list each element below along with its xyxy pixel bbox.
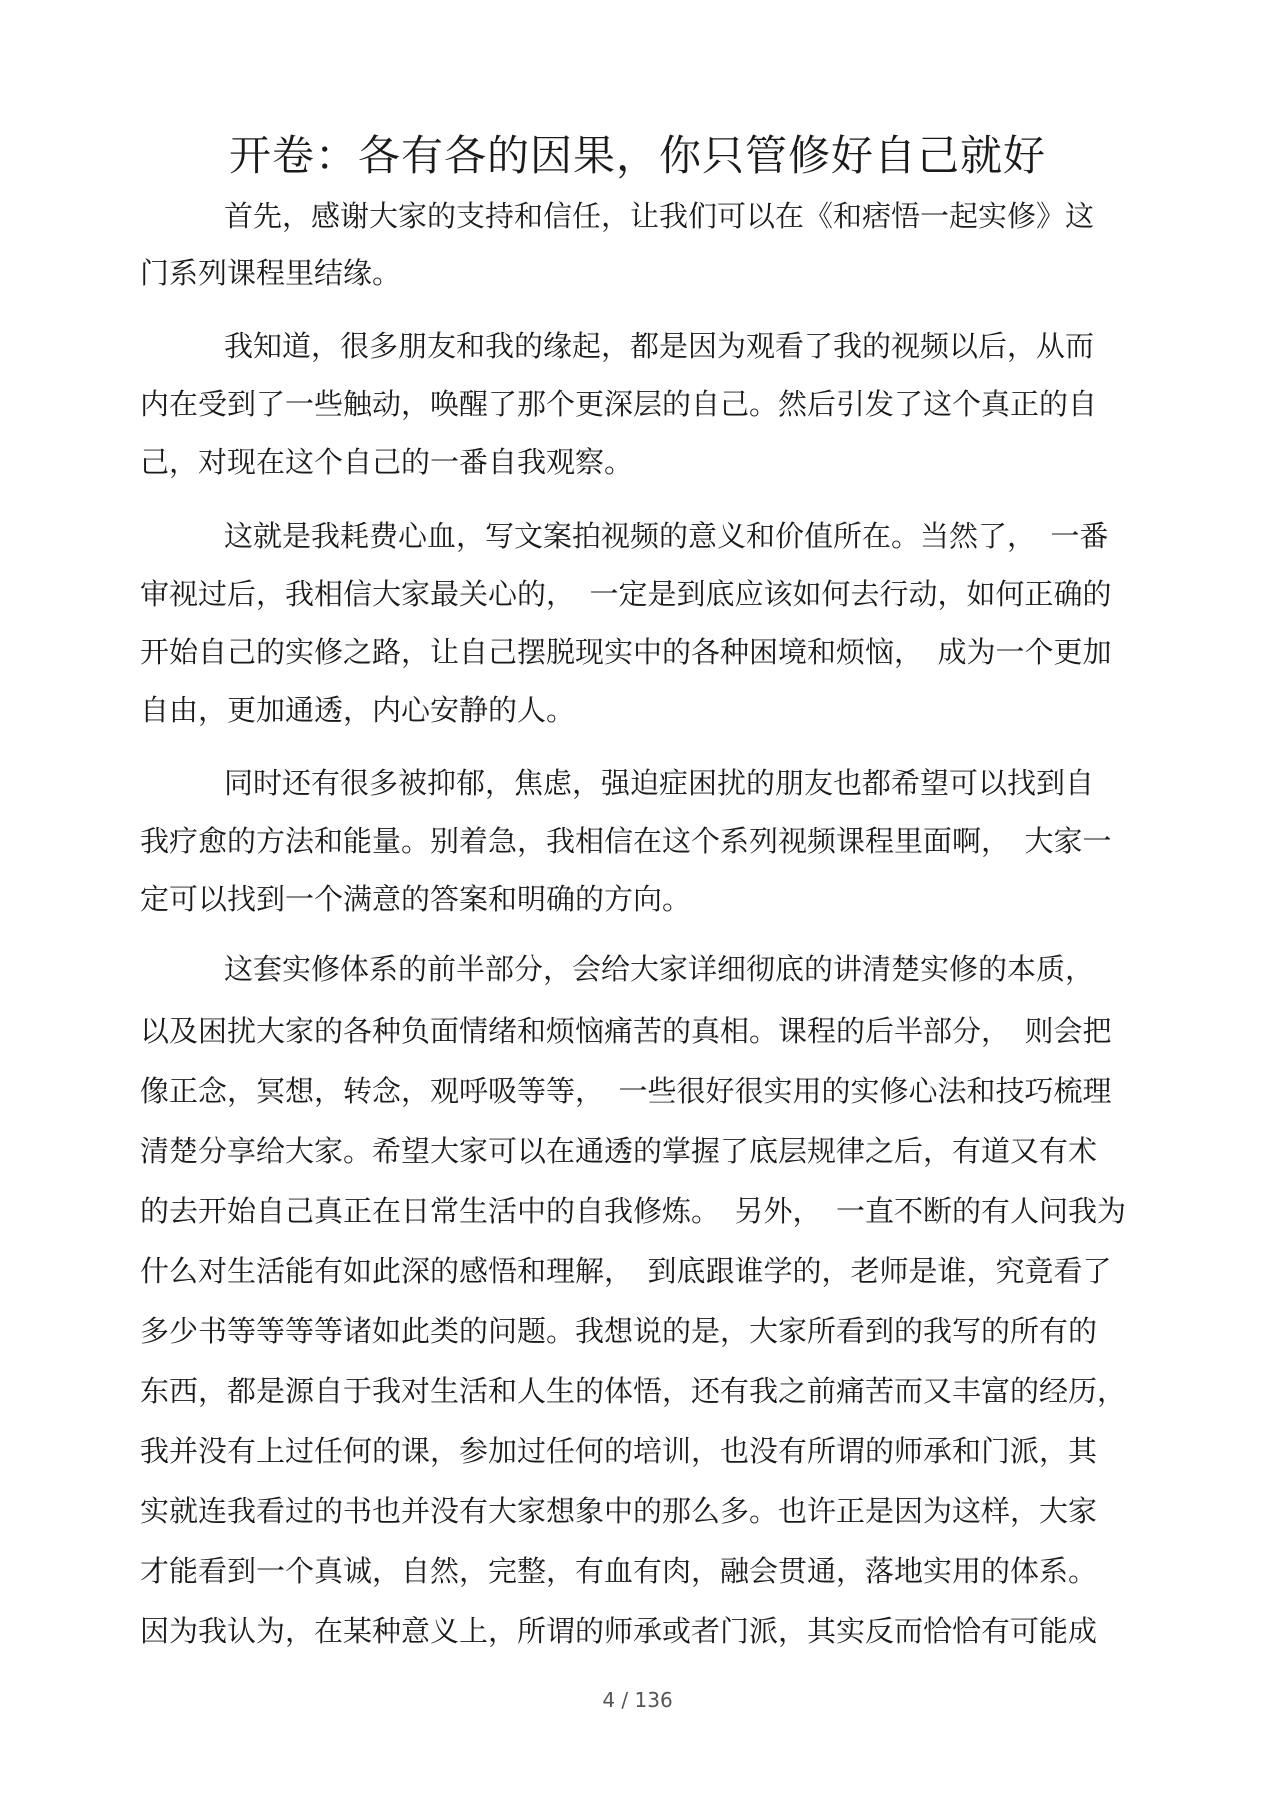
text-line: 这套实修体系的前半部分，会给大家详细彻底的讲清楚实修的本质， (224, 952, 1095, 986)
text-line: 我并没有上过任何的课，参加过任何的培训，也没有所谓的师承和门派，其 (140, 1434, 1098, 1468)
text-line: 以及困扰大家的各种负面情绪和烦恼痛苦的真相。课程的后半部分， 则会把 (140, 1014, 1112, 1048)
text-line: 才能看到一个真诚，自然，完整，有血有肉，融会贯通，落地实用的体系。 (140, 1554, 1098, 1588)
text-line: 多少书等等等等诸如此类的问题。我想说的是，大家所看到的我写的所有的 (140, 1314, 1098, 1348)
text-line: 像正念，冥想，转念，观呼吸等等， 一些很好很实用的实修心法和技巧梳理 (140, 1074, 1112, 1108)
text-line: 自由，更加通透，内心安静的人。 (140, 693, 576, 727)
text-line: 实就连我看过的书也并没有大家想象中的那么多。也许正是因为这样，大家 (140, 1494, 1098, 1528)
text-line: 什么对生活能有如此深的感悟和理解， 到底跟谁学的，老师是谁，究竟看了 (140, 1254, 1112, 1288)
text-line: 因为我认为，在某种意义上，所谓的师承或者门派，其实反而恰恰有可能成 (140, 1614, 1098, 1648)
text-line: 审视过后，我相信大家最关心的， 一定是到底应该如何去行动，如何正确的 (140, 577, 1112, 611)
text-line: 清楚分享给大家。希望大家可以在通透的掌握了底层规律之后，有道又有术 (140, 1134, 1098, 1168)
text-line: 内在受到了一些触动，唤醒了那个更深层的自己。然后引发了这个真正的自 (140, 387, 1098, 421)
chapter-title: 开卷：各有各的因果，你只管修好自己就好 (228, 131, 1046, 180)
text-line: 门系列课程里结缘。 (140, 256, 402, 290)
text-line: 同时还有很多被抑郁，焦虑，强迫症困扰的朋友也都希望可以找到自 (224, 766, 1095, 800)
text-line: 开始自己的实修之路，让自己摆脱现实中的各种困境和烦恼， 成为一个更加 (140, 635, 1112, 669)
text-line: 我疗愈的方法和能量。别着急，我相信在这个系列视频课程里面啊， 大家一 (140, 824, 1112, 858)
text-line: 东西，都是源自于我对生活和人生的体悟，还有我之前痛苦而又丰富的经历， (140, 1374, 1127, 1408)
text-line: 我知道，很多朋友和我的缘起，都是因为观看了我的视频以后，从而 (224, 329, 1095, 363)
text-line: 首先，感谢大家的支持和信任，让我们可以在《和痞悟一起实修》这 (224, 199, 1095, 233)
text-line: 定可以找到一个满意的答案和明确的方向。 (140, 882, 692, 916)
page-number: 4 / 136 (602, 1688, 673, 1712)
text-line: 己，对现在这个自己的一番自我观察。 (140, 445, 634, 479)
text-line: 这就是我耗费心血，写文案拍视频的意义和价值所在。当然了， 一番 (224, 519, 1109, 553)
text-line: 的去开始自己真正在日常生活中的自我修炼。 另外， 一直不断的有人问我为 (140, 1194, 1127, 1228)
